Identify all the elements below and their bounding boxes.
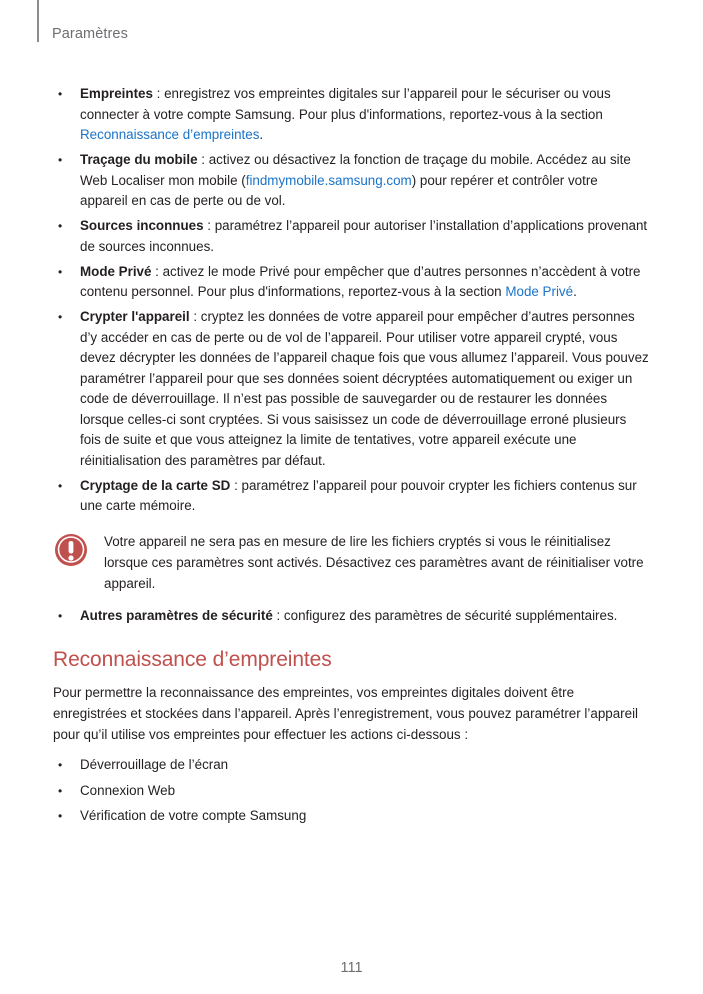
- item-text: : paramétrez l’appareil pour autoriser l’installation d’applications provenant de sources inconnues.: [80, 218, 648, 254]
- cross-reference-link[interactable]: Reconnaissance d’empreintes: [80, 127, 260, 142]
- list-item-carte-sd: [53, 476, 649, 517]
- bullet-icon: •: [58, 87, 63, 101]
- bullet-icon: •: [58, 758, 63, 772]
- warning-icon: [54, 533, 88, 567]
- bullet-icon: •: [58, 783, 63, 798]
- item-term: Empreintes: [80, 86, 153, 101]
- bullet-icon: •: [58, 264, 63, 279]
- item-term: Mode Privé: [80, 263, 152, 279]
- item-text: Connexion Web: [80, 782, 176, 798]
- item-text: : configurez des paramètres de sécurité supplémentaires.: [272, 607, 618, 623]
- section-intro: Pour permettre la reconnaissance des empreintes, vos empreintes digitales doivent être enregistrées et stockées dans l’appareil. Après l’enregistrement, vous pouvez paramétrer l’appareil pour qu’il utilise vos empreintes pour effectuer les actions ci-dessous :: [53, 685, 639, 742]
- item-term: Sources inconnues: [80, 218, 204, 233]
- item-text: Vérification de votre compte Samsung: [80, 808, 307, 823]
- header-rule: [37, 0, 39, 42]
- list-item-empreintes: [53, 84, 649, 146]
- bullet-icon: •: [58, 219, 63, 233]
- fingerprint-uses-list: [53, 755, 649, 827]
- item-text: : enregistrez vos empreintes digitales sur l’appareil pour le sécuriser ou vous connecter à votre compte Samsung. Pour plus d'informations, reportez-vous à la section: [80, 86, 611, 122]
- security-options-list: [53, 84, 649, 517]
- list-item-crypter: [53, 307, 649, 471]
- item-text: Déverrouillage de l’écran: [80, 757, 229, 772]
- list-item: [53, 755, 649, 776]
- item-text: : cryptez les données de votre appareil pour empêcher d’autres personnes d’y accéder en cas de perte ou de vol de l’appareil. Pour utiliser votre appareil crypté, vous devez décrypter les données de l’appareil chaque fois que vous allumez l’appareil. Vous pouvez paramétrer l’appareil pour que ses données soient décryptées automatiquement ou exiger un code de déverrouillage. Il n’est pas possible de sauvegarder ou de restaurer les données lorsque celles-ci sont cryptées. Si vous saisissez un code de déverrouillage erroné plusieurs fois de suite et que vous atteignez la limite de tentatives, votre appareil exécute une réinitialisation des paramètres par défaut.: [80, 309, 649, 468]
- item-term: Traçage du mobile: [80, 152, 198, 167]
- list-item-sources: [53, 216, 649, 257]
- section-title: Reconnaissance d’empreintes: [53, 648, 332, 671]
- warning-text: Votre appareil ne sera pas en mesure de lire les fichiers cryptés si vous le réinitialisez lorsque ces paramètres sont activés. Désactivez ces paramètres avant de réinitialiser votre appareil.: [104, 533, 644, 591]
- list-item-tracage: [53, 150, 649, 212]
- item-tail: .: [573, 284, 577, 299]
- item-term: Cryptage de la carte SD: [80, 477, 231, 493]
- list-item-mode-prive: [53, 262, 649, 303]
- item-text: : paramétrez l’appareil pour pouvoir crypter les fichiers contenus sur une carte mémoire.: [80, 477, 637, 513]
- list-item-autres: [53, 606, 649, 627]
- bullet-icon: •: [58, 310, 63, 324]
- page-header-title: Paramètres: [52, 26, 128, 42]
- security-options-list-2: [53, 606, 649, 627]
- item-term: Autres paramètres de sécurité: [80, 607, 273, 623]
- item-term: Crypter l'appareil: [80, 309, 190, 324]
- page-content: [53, 84, 649, 832]
- item-tail: .: [259, 127, 264, 142]
- list-item: [53, 781, 649, 802]
- item-text: : activez le mode Privé pour empêcher que d’autres personnes n’accèdent à votre contenu personnel. Pour plus d'informations, reportez-vous à la section: [80, 263, 641, 299]
- cross-reference-link[interactable]: Mode Privé: [505, 284, 574, 299]
- list-item: [53, 806, 649, 827]
- warning-note: [53, 531, 649, 594]
- bullet-icon: •: [58, 809, 63, 823]
- item-text: : activez ou désactivez la fonction de traçage du mobile. Accédez au site Web Localiser mon mobile (: [80, 152, 631, 188]
- page-number: 111: [340, 960, 363, 976]
- bullet-icon: •: [58, 153, 63, 167]
- website-link[interactable]: findmymobile.samsung.com: [245, 172, 412, 188]
- bullet-icon: •: [58, 478, 63, 493]
- item-tail: ) pour repérer et contrôler votre appareil en cas de perte ou de vol.: [80, 172, 598, 208]
- bullet-icon: •: [58, 608, 63, 623]
